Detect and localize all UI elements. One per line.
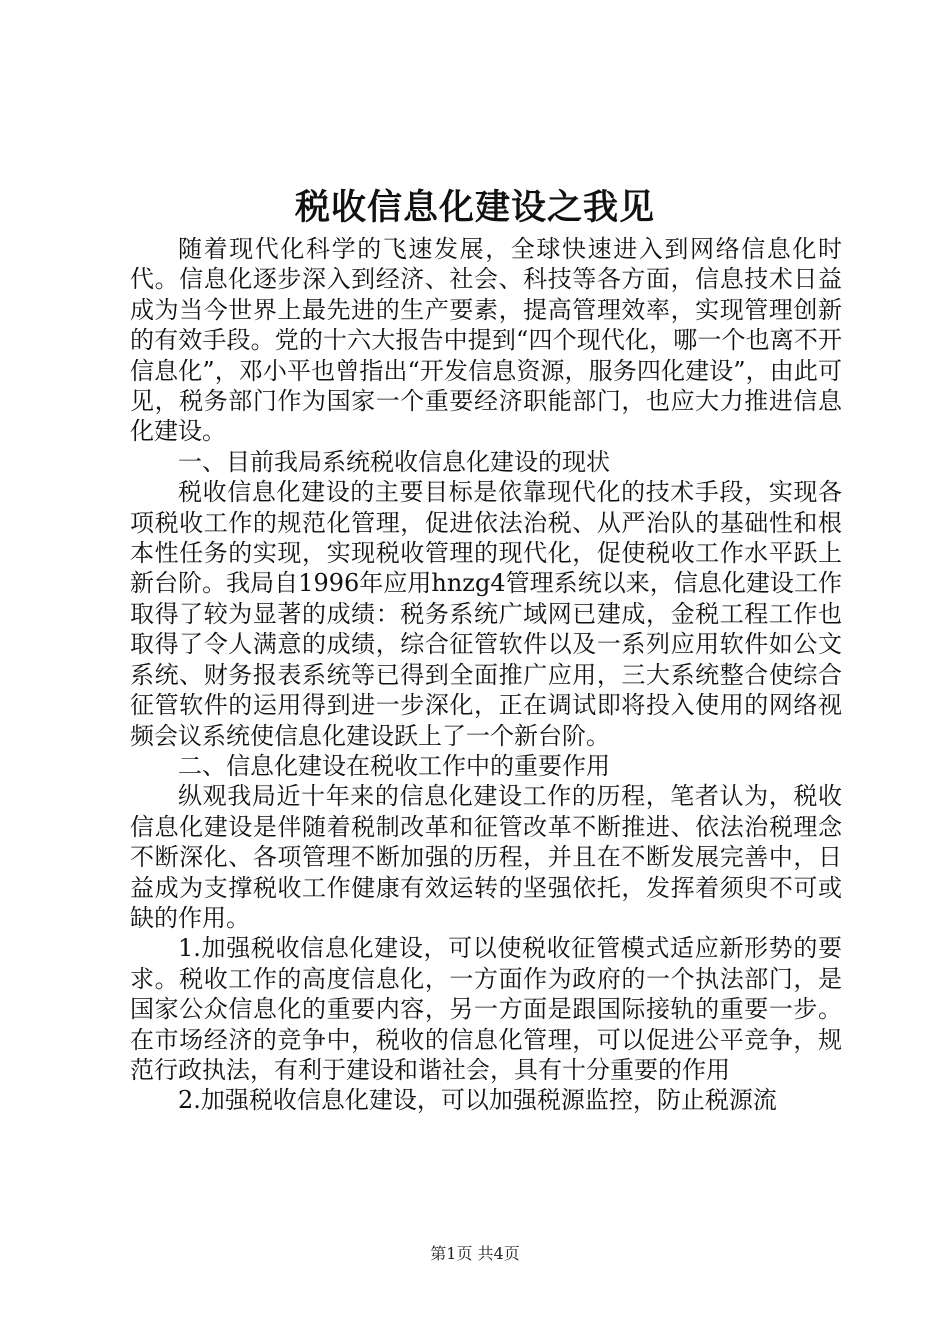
section-heading-2: 二、信息化建设在税收工作中的重要作用 <box>178 751 610 780</box>
paragraph-point-2: 2.加强税收信息化建设，可以加强税源监控，防止税源流 <box>178 1086 777 1115</box>
paragraph-overview: 纵观我局近十年来的信息化建设工作的历程，笔者认为，税收信息化建设是伴随着税制改革和征管改革不断推进、依法治税理念不断深化、各项管理不断加强的历程，并且在不断发展完善中，日益成为支撑税收工作健康有效运转的坚强依托，发挥着须臾不可或缺的作用。 <box>130 782 842 932</box>
paragraph-point-1: 1.加强税收信息化建设，可以使税收征管模式适应新形势的要求。税收工作的高度信息化，一方面作为政府的一个执法部门，是国家公众信息化的重要内容，另一方面是跟国际接轨的重要一步。在市场经济的竞争中，税收的信息化管理，可以促进公平竞争，规范行政执法，有利于建设和谐社会，具有十分重要的作用 <box>130 934 842 1084</box>
document-body <box>130 234 842 1116</box>
document-title: 税收信息化建设之我见 <box>294 187 655 228</box>
paragraph-status: 税收信息化建设的主要目标是依靠现代化的技术手段，实现各项税收工作的规范化管理，促进依法治税、从严治队的基础性和根本性任务的实现，实现税收管理的现代化，促使税收工作水平跃上新台阶。我局自1996年应用hnzg4管理系统以来，信息化建设工作取得了较为显著的成绩：税务系统广域网已建成，金税工程工作也取得了令人满意的成绩，综合征管软件以及一系列应用软件如公文系统、财务报表系统等已得到全面推广应用，三大系统整合使综合征管软件的运用得到进一步深化，正在调试即将投入使用的网络视频会议系统使信息化建设跃上了一个新台阶。 <box>130 478 842 750</box>
section-heading-1: 一、目前我局系统税收信息化建设的现状 <box>178 447 610 476</box>
paragraph-intro: 随着现代化科学的飞速发展，全球快速进入到网络信息化时代。信息化逐步深入到经济、社会、科技等各方面，信息技术日益成为当今世界上最先进的生产要素，提高管理效率，实现管理创新的有效手段。党的十六大报告中提到“四个现代化，哪一个也离不开信息化”，邓小平也曾指出“开发信息资源，服务四化建设”，由此可见，税务部门作为国家一个重要经济职能部门，也应大力推进信息化建设。 <box>130 235 842 446</box>
page-footer: 第1页 共4页 <box>430 1244 520 1263</box>
